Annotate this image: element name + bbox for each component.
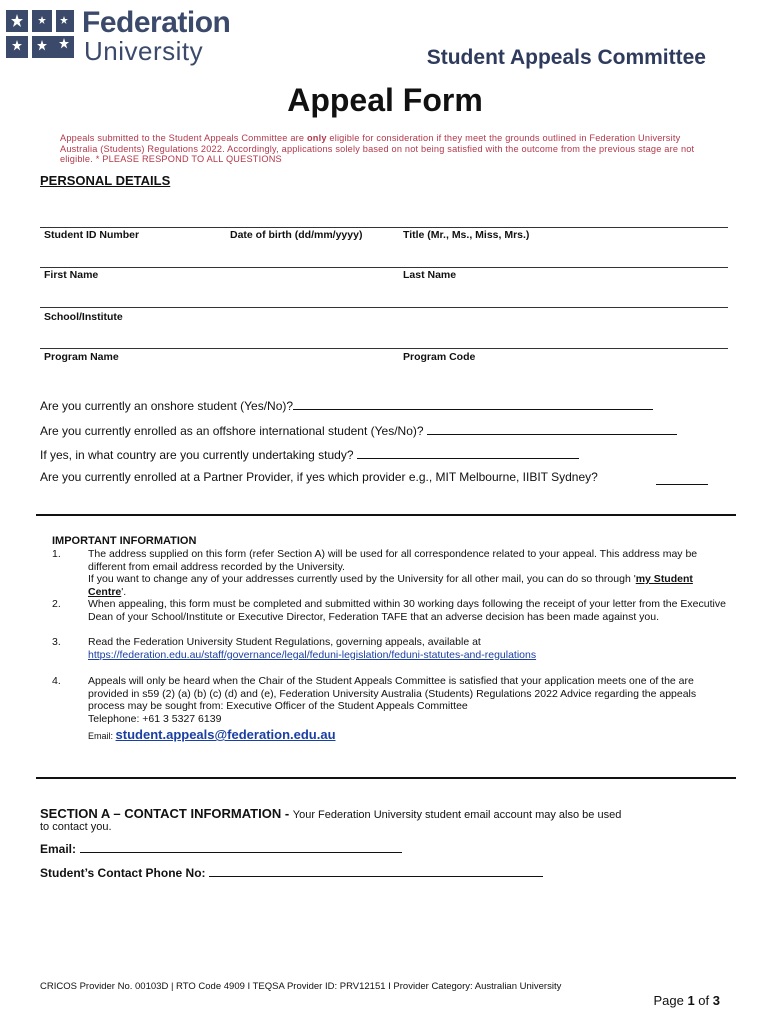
page-title: Appeal Form: [287, 82, 483, 118]
last-name-label: Last Name: [403, 269, 457, 281]
title-label: Title (Mr., Ms., Miss, Mrs.): [403, 229, 530, 241]
question-offshore: [40, 422, 677, 438]
phone-label: Student’s Contact Phone No:: [40, 866, 206, 880]
program-code-label: Program Code: [403, 351, 476, 363]
page-total: 3: [712, 993, 720, 1008]
item-2-number: 2.: [52, 598, 61, 610]
first-name-label: First Name: [44, 269, 99, 281]
intro-bold: only: [306, 133, 327, 143]
school-label: School/Institute: [44, 311, 123, 323]
partner-answer-field[interactable]: [656, 472, 708, 485]
section-a-title: SECTION A – CONTACT INFORMATION -: [40, 806, 293, 821]
student-id-label: Student ID Number: [44, 229, 140, 241]
question-country: [40, 446, 579, 462]
regulations-link[interactable]: https://federation.edu.au/staff/governance/legal/feduni-legislation/feduni-statutes-and-regulations: [88, 648, 537, 661]
item-1-number: 1.: [52, 548, 61, 560]
intro-text-1: Appeals submitted to the Student Appeals Committee are: [60, 133, 307, 143]
field-line-row1[interactable]: [40, 227, 728, 228]
intro-notice: [60, 133, 710, 165]
logo-text-university: University: [84, 36, 204, 66]
item-4-number: 4.: [52, 675, 61, 687]
question-partner-text: Are you currently enrolled at a Partner Provider, if yes which provider e.g., MIT Melbourne, IIBIT Sydney?: [40, 470, 598, 484]
phone-field[interactable]: [209, 864, 543, 877]
committee-heading: Student Appeals Committee: [426, 46, 706, 69]
intro-text-2: eligible for consideration if they meet the grounds outlined in Federation University Australia (Students) Regulations 2022. Accordingly, applications solely based on not being satisfied with the outcome from the previous stage are not eligible. * PLEASE RESPOND TO ALL QUESTIONS: [60, 133, 695, 164]
my-student-centre-link[interactable]: my Student Centre: [88, 573, 693, 598]
item-3-text: [88, 636, 728, 661]
divider-bottom: [36, 777, 736, 779]
contact-email-link[interactable]: student.appeals@federation.edu.au: [115, 727, 336, 742]
question-offshore-text: Are you currently enrolled as an offshore international student (Yes/No)?: [40, 424, 424, 438]
page-of: of: [694, 993, 713, 1008]
offshore-answer-field[interactable]: [427, 422, 677, 435]
field-line-row2[interactable]: [40, 267, 728, 268]
onshore-answer-field[interactable]: [293, 397, 653, 410]
item-1-text: [88, 548, 728, 598]
section-a-heading: [40, 806, 621, 821]
email-field-row: [40, 840, 402, 856]
question-partner: [40, 470, 598, 484]
item-4-phone: Telephone: +61 3 5327 6139: [88, 712, 222, 725]
question-country-text: If yes, in what country are you currently undertaking study?: [40, 448, 354, 462]
program-name-label: Program Name: [44, 351, 119, 363]
section-a-subtitle-2: to contact you.: [40, 821, 112, 833]
item-2-text: When appealing, this form must be completed and submitted within 30 working days following the receipt of your letter from the Executive Dean of your School/Institute or Executive Director, Federation TAFE that an adverse decision has been made against you.: [88, 598, 726, 623]
field-line-row4[interactable]: [40, 348, 728, 349]
field-line-row3[interactable]: [40, 307, 728, 308]
university-logo-icon: [6, 10, 74, 58]
country-answer-field[interactable]: [357, 446, 579, 459]
question-onshore: [40, 397, 653, 413]
item-4-body: Appeals will only be heard when the Chair of the Student Appeals Committee is satisfied that your application meets one of the are provided in s59 (2) (a) (b) (c) (d) and (e), Federation University Australia (Students) Regulations 2022 Advice regarding the appeals process may be sought from: Executive Officer of the Student Appeals Committee: [88, 675, 697, 712]
footer-cricos: CRICOS Provider No. 00103D | RTO Code 4909 I TEQSA Provider ID: PRV12151 I Provider Category: Australian University: [40, 981, 562, 992]
email-label: Email:: [40, 842, 77, 856]
contact-email-row: [88, 727, 336, 742]
contact-email-label: Email:: [88, 731, 114, 741]
page-number: [653, 993, 720, 1008]
item-4-text: [88, 675, 728, 725]
divider-top: [36, 514, 736, 516]
phone-field-row: [40, 864, 543, 880]
item-1-body2: If you want to change any of your addresses currently used by the University for all other mail, you can do so through ': [88, 573, 636, 585]
item-3-body: Read the Federation University Student Regulations, governing appeals, available at: [88, 636, 481, 648]
item-1-body: The address supplied on this form (refer Section A) will be used for all correspondence related to your appeal. This address may be different from email address recorded by the University.: [88, 548, 698, 573]
dob-label: Date of birth (dd/mm/yyyy): [230, 229, 363, 241]
logo-text-federation: Federation: [82, 6, 231, 39]
page-word: Page: [653, 993, 688, 1008]
section-a-subtitle: Your Federation University student email account may also be used: [292, 809, 622, 821]
personal-details-heading: PERSONAL DETAILS: [40, 173, 171, 188]
page-current: 1: [687, 993, 695, 1008]
question-onshore-text: Are you currently an onshore student (Yes/No)?: [40, 399, 294, 413]
item-3-number: 3.: [52, 636, 61, 648]
important-heading: IMPORTANT INFORMATION: [52, 535, 197, 547]
email-field[interactable]: [80, 840, 402, 853]
item-1-body3: '.: [121, 585, 127, 598]
